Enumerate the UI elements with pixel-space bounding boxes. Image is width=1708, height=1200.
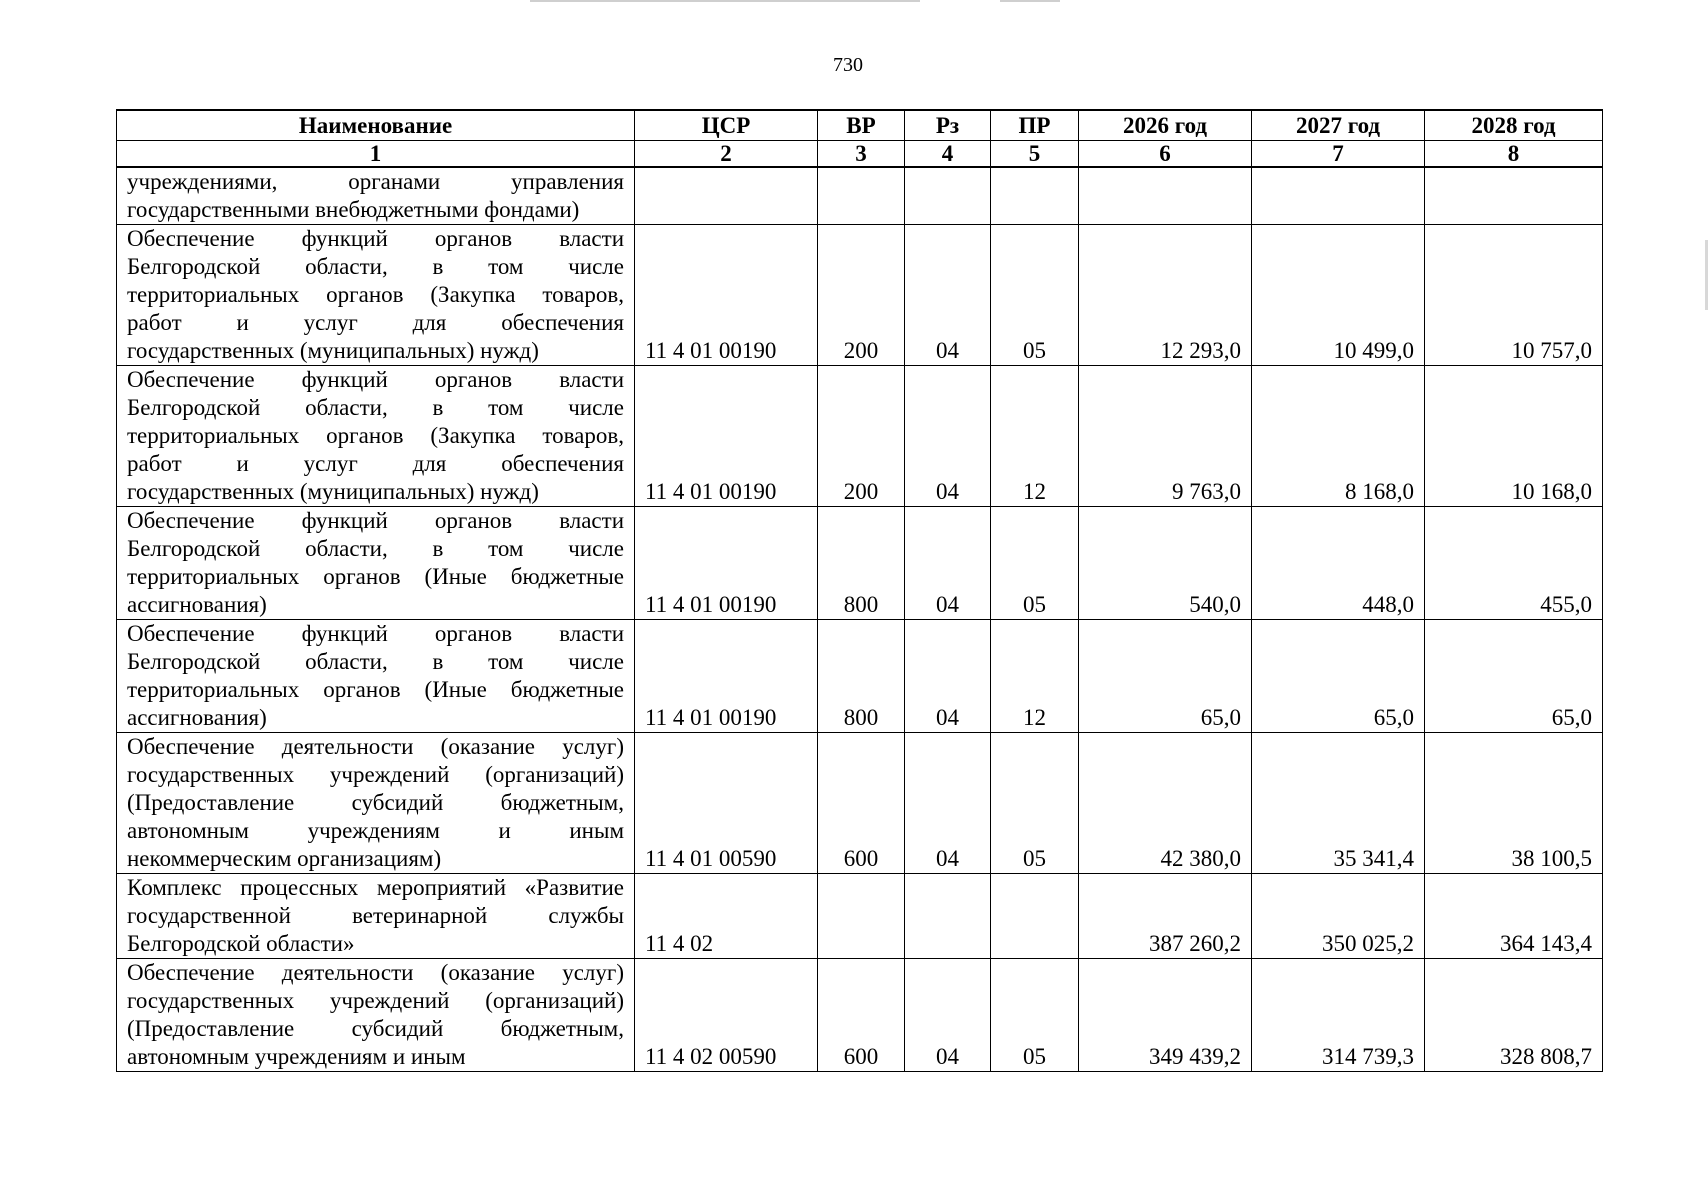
cell-pr: 12 (991, 366, 1079, 507)
cell-vr: 800 (818, 507, 905, 620)
cell-2026: 349 439,2 (1079, 959, 1252, 1072)
cell-csr: 11 4 02 (635, 874, 818, 959)
column-number: 1 (117, 141, 635, 168)
cell-csr: 11 4 01 00190 (635, 620, 818, 733)
cell-rz: 04 (905, 959, 991, 1072)
cell-pr (991, 874, 1079, 959)
table-row (117, 620, 1603, 733)
table-row (117, 167, 1603, 225)
cell-2027 (1252, 167, 1425, 225)
cell-2028: 65,0 (1425, 620, 1603, 733)
cell-rz: 04 (905, 366, 991, 507)
name-line: территориальных органов (Закупка товаров, (127, 423, 624, 448)
table-header (117, 110, 1603, 167)
cell-vr: 600 (818, 959, 905, 1072)
header-number-row (117, 141, 1603, 168)
cell-name (117, 959, 635, 1072)
cell-pr (991, 167, 1079, 225)
column-number: 5 (991, 141, 1079, 168)
cell-2028: 10 168,0 (1425, 366, 1603, 507)
name-line: учреждениями, органами управления (127, 169, 624, 194)
column-number: 6 (1079, 141, 1252, 168)
scan-artifact (1000, 0, 1060, 2)
name-line: территориальных органов (Иные бюджетные (127, 677, 624, 702)
name-line: государственных (муниципальных) нужд) (127, 338, 539, 363)
cell-2026: 9 763,0 (1079, 366, 1252, 507)
cell-2026: 540,0 (1079, 507, 1252, 620)
cell-2027: 350 025,2 (1252, 874, 1425, 959)
cell-name (117, 167, 635, 225)
cell-pr: 05 (991, 733, 1079, 874)
budget-table (116, 109, 1603, 1072)
name-line: (Предоставление субсидий бюджетным, (127, 1016, 624, 1041)
cell-rz (905, 874, 991, 959)
name-line: государственных учреждений (организаций) (127, 988, 624, 1013)
name-line: Обеспечение функций органов власти (127, 367, 624, 392)
cell-2026: 387 260,2 (1079, 874, 1252, 959)
cell-vr: 200 (818, 225, 905, 366)
table-row (117, 959, 1603, 1072)
cell-pr: 12 (991, 620, 1079, 733)
column-number: 3 (818, 141, 905, 168)
cell-name (117, 366, 635, 507)
cell-pr: 05 (991, 225, 1079, 366)
column-header-pr: ПР (991, 110, 1079, 141)
cell-2027: 35 341,4 (1252, 733, 1425, 874)
cell-csr: 11 4 02 00590 (635, 959, 818, 1072)
cell-name (117, 874, 635, 959)
table-row (117, 733, 1603, 874)
table-body (117, 167, 1603, 1072)
cell-rz: 04 (905, 733, 991, 874)
cell-csr: 11 4 01 00190 (635, 507, 818, 620)
name-line: Обеспечение функций органов власти (127, 508, 624, 533)
name-line: Обеспечение функций органов власти (127, 621, 624, 646)
name-line: Белгородской области, в том числе (127, 536, 624, 561)
column-header-name: Наименование (117, 110, 635, 141)
column-number: 8 (1425, 141, 1603, 168)
table-row (117, 225, 1603, 366)
cell-2027: 65,0 (1252, 620, 1425, 733)
name-line: Комплекс процессных мероприятий «Развитие (127, 875, 624, 900)
cell-csr: 11 4 01 00590 (635, 733, 818, 874)
cell-2028: 455,0 (1425, 507, 1603, 620)
cell-rz: 04 (905, 507, 991, 620)
column-header-2026: 2026 год (1079, 110, 1252, 141)
cell-2026: 12 293,0 (1079, 225, 1252, 366)
column-number: 7 (1252, 141, 1425, 168)
cell-vr: 600 (818, 733, 905, 874)
name-line: Белгородской области, в том числе (127, 649, 624, 674)
cell-2028: 364 143,4 (1425, 874, 1603, 959)
column-number: 2 (635, 141, 818, 168)
cell-csr (635, 167, 818, 225)
cell-2028: 38 100,5 (1425, 733, 1603, 874)
cell-vr: 800 (818, 620, 905, 733)
cell-2026: 65,0 (1079, 620, 1252, 733)
cell-2028 (1425, 167, 1603, 225)
name-line: ассигнования) (127, 592, 267, 617)
name-line: территориальных органов (Иные бюджетные (127, 564, 624, 589)
name-line: государственных (муниципальных) нужд) (127, 479, 539, 504)
page-number (0, 54, 1708, 77)
cell-pr: 05 (991, 507, 1079, 620)
cell-vr (818, 167, 905, 225)
cell-rz: 04 (905, 620, 991, 733)
name-line: ассигнования) (127, 705, 267, 730)
name-line: Обеспечение функций органов власти (127, 226, 624, 251)
table-row (117, 507, 1603, 620)
cell-2028: 10 757,0 (1425, 225, 1603, 366)
cell-name (117, 225, 635, 366)
name-line: некоммерческим организациям) (127, 846, 442, 871)
cell-rz (905, 167, 991, 225)
name-line: работ и услуг для обеспечения (127, 310, 624, 335)
name-line: Обеспечение деятельности (оказание услуг) (127, 734, 624, 759)
name-line: государственных учреждений (организаций) (127, 762, 624, 787)
cell-2027: 8 168,0 (1252, 366, 1425, 507)
name-line: Белгородской области, в том числе (127, 254, 624, 279)
cell-csr: 11 4 01 00190 (635, 225, 818, 366)
name-line: территориальных органов (Закупка товаров, (127, 282, 624, 307)
header-row (117, 110, 1603, 141)
name-line: (Предоставление субсидий бюджетным, (127, 790, 624, 815)
table-row (117, 874, 1603, 959)
name-line: государственной ветеринарной службы (127, 903, 624, 928)
name-line: Белгородской области, в том числе (127, 395, 624, 420)
name-line: Белгородской области» (127, 931, 355, 956)
cell-2026 (1079, 167, 1252, 225)
column-header-rz: Рз (905, 110, 991, 141)
name-line: Обеспечение деятельности (оказание услуг) (127, 960, 624, 985)
cell-vr: 200 (818, 366, 905, 507)
name-line: автономным учреждениям и иным (127, 818, 624, 843)
cell-2027: 10 499,0 (1252, 225, 1425, 366)
cell-2028: 328 808,7 (1425, 959, 1603, 1072)
cell-pr: 05 (991, 959, 1079, 1072)
cell-name (117, 620, 635, 733)
cell-vr (818, 874, 905, 959)
page-number-text: 730 (833, 54, 863, 76)
cell-2027: 314 739,3 (1252, 959, 1425, 1072)
column-header-2028: 2028 год (1425, 110, 1603, 141)
table-row (117, 366, 1603, 507)
scan-artifact (530, 0, 920, 2)
cell-name (117, 733, 635, 874)
cell-csr: 11 4 01 00190 (635, 366, 818, 507)
column-number: 4 (905, 141, 991, 168)
column-header-2027: 2027 год (1252, 110, 1425, 141)
name-line: государственными внебюджетными фондами) (127, 197, 580, 222)
column-header-vr: ВР (818, 110, 905, 141)
cell-2026: 42 380,0 (1079, 733, 1252, 874)
column-header-csr: ЦСР (635, 110, 818, 141)
name-line: автономным учреждениям и иным (127, 1044, 466, 1069)
cell-name (117, 507, 635, 620)
cell-2027: 448,0 (1252, 507, 1425, 620)
name-line: работ и услуг для обеспечения (127, 451, 624, 476)
cell-rz: 04 (905, 225, 991, 366)
